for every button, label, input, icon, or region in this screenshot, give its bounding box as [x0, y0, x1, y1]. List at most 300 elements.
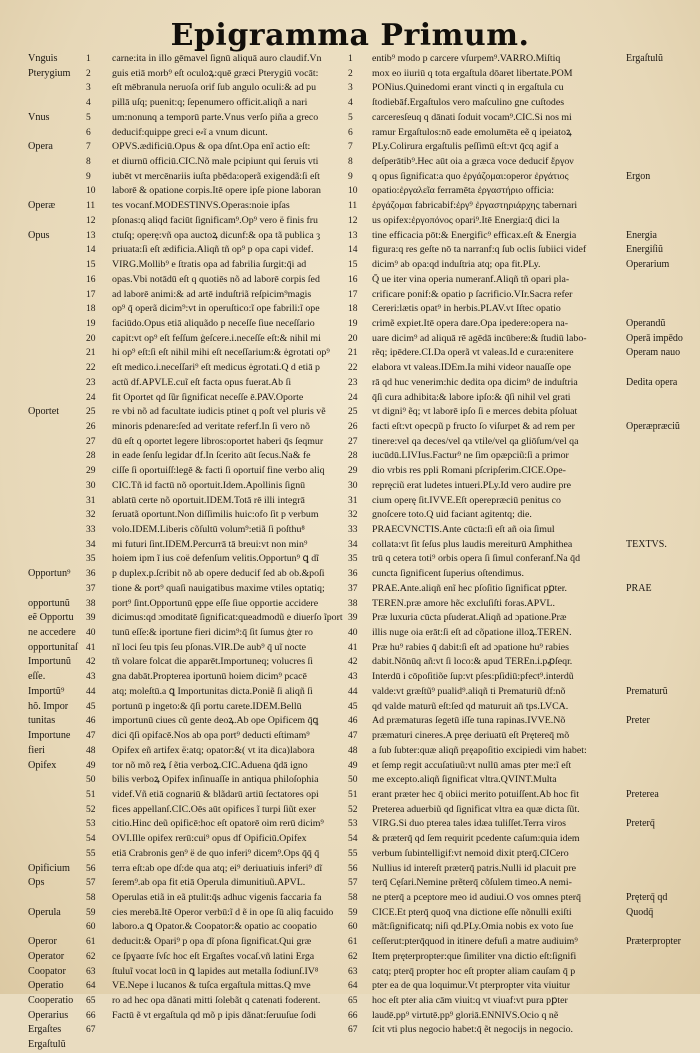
- margin-note: Præterpropter: [626, 936, 681, 948]
- line-number: 32: [86, 510, 96, 521]
- line-number: 40: [348, 628, 358, 639]
- line-number: 33: [86, 525, 96, 535]
- margin-note: [626, 435, 698, 450]
- margin-note: [626, 729, 698, 744]
- margin-note: [626, 214, 698, 229]
- line-number: 59: [86, 907, 96, 918]
- line-number: 20: [86, 333, 96, 344]
- margin-note: [28, 214, 90, 229]
- text-line: dici q̄ſi opifacē.Nos ab opa port⁹ deducti eſtimam⁹: [112, 730, 310, 742]
- margin-note: Prematurũ: [626, 685, 668, 697]
- margin-note: [626, 464, 698, 479]
- margin-note: [28, 258, 90, 273]
- line-number: 47: [348, 731, 358, 742]
- margin-note: [28, 302, 90, 317]
- margin-note: Dedita opera: [626, 376, 678, 388]
- text-line: mox eo iiuriū q tota ergaſtula dōaret libertate.POM: [372, 67, 573, 79]
- text-line: & præterq̄ qd ſem requirit pcedente caſum:quia idem: [372, 833, 580, 845]
- margin-note: Pręterq̄ qd: [626, 891, 668, 903]
- margin-note: [28, 391, 90, 406]
- line-number: 2: [86, 68, 91, 79]
- line-number: 9: [86, 171, 91, 182]
- margin-note: [626, 641, 698, 656]
- text-line: collata:vt ſit ſeſus plus laudis mereiturū Amphithea: [372, 538, 573, 550]
- text-line: ramur Ergaſtulos:nō eade emolumēta eẽ q ipeiatoꝝ: [372, 126, 572, 138]
- margin-note: [626, 111, 698, 126]
- margin-note: [28, 920, 90, 935]
- text-line: port⁹ ſint.Opportunū ęppe eſſe ſiue opportie accidere: [112, 597, 319, 609]
- margin-note: Cooperatio: [28, 995, 74, 1006]
- line-number: 66: [86, 1010, 96, 1021]
- line-number: 48: [348, 745, 358, 756]
- margin-note: [28, 891, 90, 906]
- line-number: 67: [86, 1025, 96, 1036]
- text-line: ne pterq̄ a pceptore meo id audiui.O vos omnes pterq̄: [372, 891, 581, 903]
- text-line: priuata:ſi eſt ædificia.Aliqñ tñ op⁹ p opa capi videf.: [112, 244, 314, 256]
- text-line: q̄ſi cura adhibita:& labore ipſo:& q̄ſi nihil vel grati: [372, 391, 571, 403]
- text-line: tine efficacia pōt:& Energific⁹ efficax.eſt & Energia: [372, 229, 577, 241]
- margin-note: Oportet: [28, 406, 60, 418]
- margin-note: [626, 288, 698, 303]
- text-line: videf.Vñ etiā cognariū & blãdarū artiū ſectatores opi: [112, 788, 319, 800]
- margin-note: [28, 508, 90, 523]
- line-number: 21: [348, 348, 358, 359]
- text-line: facti eſt:vt opecpũ p fructo ſo viſurpet & ad rem per: [372, 420, 575, 432]
- text-line: me excepto.aliqñ ſignificat vltra.QVINT.Multa: [372, 774, 557, 786]
- line-number: 45: [348, 701, 358, 712]
- line-number: 51: [348, 789, 358, 800]
- line-number: 31: [348, 495, 358, 506]
- text-line: laborē & opatione corpis.Itē opere ipſe pione laboran: [112, 185, 321, 197]
- line-number: 49: [86, 760, 96, 771]
- line-number: 58: [86, 892, 96, 903]
- margin-note: Opportun⁹: [28, 568, 71, 580]
- right-line-numbers: [348, 52, 368, 1038]
- line-number: 62: [86, 951, 96, 962]
- margin-note: [28, 184, 90, 199]
- text-line: laboro.a ꝗ Opator.& Coopator:& opatio ac coopatio: [112, 921, 317, 933]
- text-line: eſt medico.i.neceſſari⁹ eſt medicus ėgrotati.Q d etiā p: [112, 362, 320, 374]
- margin-note: [626, 567, 698, 582]
- text-line: q opus ſignificat:a quo ἐργάζομαι:operor ἐργάτιος: [372, 170, 569, 182]
- text-line: opas.Vbi notādū eſt q quotiēs nõ ad laborē corpis ſed: [112, 273, 320, 285]
- text-line: carne:ita in illo gēmavel ſignū aliquā auro claudif.Vn: [112, 53, 322, 64]
- margin-note: [626, 508, 698, 523]
- line-number: 27: [86, 436, 96, 447]
- text-line: OPVS.ædificiū.Opus & opa dſnt.Opa enĩ actio eſt:: [112, 141, 311, 153]
- text-line: atq; moleſtū.a ꝗ Importunitas dicta.Poniẽ ſi aliqñ ſi: [112, 685, 313, 697]
- line-number: 16: [86, 274, 96, 285]
- margin-note: Preter: [626, 715, 650, 727]
- text-line: mãt:ſignificatq; niſi qd.PLy.Omia nobis ex voto ſue: [372, 921, 574, 933]
- margin-note: [626, 361, 698, 376]
- text-line: opatio:ἐργαλεῖα ferramēta ἐργαστήριο officia:: [372, 185, 554, 197]
- line-number: 24: [86, 392, 96, 403]
- margin-note: [28, 817, 90, 832]
- margin-note: [626, 920, 698, 935]
- text-line: deducif:quippe greci e⸗ĩ a vnum dicunt.: [112, 126, 268, 138]
- margin-note: [626, 773, 698, 788]
- margin-note: [28, 376, 90, 391]
- margin-note: [626, 1009, 698, 1024]
- margin-note: Operatio: [28, 980, 64, 992]
- line-number: 56: [348, 863, 358, 874]
- text-line: ad laborē animi:& ad artē induſtriã reſpicim⁹magis: [112, 288, 312, 300]
- text-line: minoris pdenare:ſed ad veritate referf.In ſi vero nõ: [112, 420, 310, 432]
- text-line: crificare ponif:& opatio p ſacrificio.VIr.Sacra refer: [372, 288, 573, 300]
- line-number: 67: [348, 1025, 358, 1036]
- text-line: TEREN.præ amore hẽc excluſiſti foras.APVL.: [372, 597, 555, 609]
- line-number: 60: [348, 922, 358, 933]
- line-number: 62: [348, 951, 358, 962]
- margin-note: [28, 155, 90, 170]
- text-line: ſcit vti plus negocio habet:q̄ ẽt negocijs in negocio.: [372, 1024, 574, 1036]
- text-line: ro ad hec opa dãnati mitti ſolebãt q catenati foderent.: [112, 995, 321, 1006]
- line-number: 54: [348, 834, 358, 845]
- margin-note: [626, 862, 698, 877]
- line-number: 26: [348, 421, 358, 432]
- line-number: 14: [86, 245, 96, 256]
- line-number: 45: [86, 701, 96, 712]
- line-number: 51: [86, 789, 96, 800]
- line-number: 6: [86, 127, 91, 138]
- line-number: 29: [86, 466, 96, 477]
- text-line: Ad præmaturas ſegetū iſſe tuna rapinas.IVVE.Nõ: [372, 715, 566, 727]
- margin-note: [626, 744, 698, 759]
- text-line: tione & port⁹ quaſi nauigatibus maxime vtiles optatiq;: [112, 582, 325, 594]
- line-number: 61: [348, 937, 358, 948]
- line-number: 61: [86, 937, 96, 948]
- margin-note: [626, 832, 698, 847]
- line-number: 18: [86, 304, 96, 315]
- line-number: 37: [86, 583, 96, 594]
- text-line: ſerem⁹.ab opa fit etiā Operula dimunitiuũ.APVL.: [112, 877, 306, 889]
- text-line: eſt mēbranula neruoſa orif ſub angulo oculi:& ad pu: [112, 82, 317, 94]
- margin-note: Opifex: [28, 759, 57, 771]
- line-number: 55: [348, 848, 358, 859]
- line-number: 55: [86, 848, 96, 859]
- line-number: 19: [86, 318, 96, 329]
- text-line: Factū ẽ vt ergaſtula qd mõ p ipis dãnat:ſeruuſue ſodi: [112, 1009, 317, 1021]
- line-number: 34: [348, 539, 358, 550]
- margin-note: [626, 302, 698, 317]
- text-line: hi op⁹ eſt:ſi eſt nihil mihi eſt neceſſarium:& ėgrotati op⁹: [112, 347, 330, 359]
- text-line: cies merebā.Itē Operor verbū:ĩ d ẽ in ope ſū aliq facuido: [112, 906, 334, 918]
- text-line: tes vocanf.MODESTINVS.Operas:noie ipſas: [112, 200, 290, 212]
- margin-note: [626, 655, 698, 670]
- text-line: volo.IDEM.Liberis cõſultū volum⁹:etiã ſi poſthu⁸: [112, 524, 305, 535]
- margin-note: [626, 965, 698, 980]
- line-number: 60: [86, 922, 96, 933]
- line-number: 41: [348, 642, 358, 653]
- text-line: ce ſpɣaɑτe ſνſc hoc eſt Ergaſtes vocaſ.vñ latini Erga: [112, 950, 315, 962]
- line-number: 54: [86, 834, 96, 845]
- line-number: 3: [86, 83, 91, 94]
- line-number: 64: [86, 981, 96, 992]
- line-number: 28: [348, 451, 358, 462]
- margin-note: [626, 803, 698, 818]
- text-line: præmaturi cineres.A pręe deriuatū eſt Prętereq̄ mõ: [372, 730, 570, 742]
- margin-note: opportunũ: [28, 597, 70, 609]
- text-line: ciſſe ſi oportuiſſ:legē & facti ſi oportuiſ fine verbo aliq: [112, 465, 325, 477]
- line-number: 5: [348, 112, 353, 123]
- line-number: 15: [86, 260, 96, 271]
- text-line: vt digni⁹ ẽq; vt laborē ipſo ſi e merces debita pſoluat: [372, 406, 578, 418]
- line-number: 23: [86, 377, 96, 388]
- line-number: 4: [86, 98, 91, 109]
- line-number: 41: [86, 642, 96, 653]
- margin-note: [626, 700, 698, 715]
- margin-note: Operā impēdo: [626, 332, 683, 344]
- margin-note: Energia: [626, 229, 657, 241]
- right-margin-notes: [626, 52, 698, 1038]
- text-line: cium operę ſit.IVVE.Eſt operepræciū penitus co: [372, 494, 561, 506]
- line-number: 35: [348, 554, 358, 565]
- margin-note: Operarius: [28, 1009, 69, 1021]
- text-line: dio vrbis res ppli Romani pſcripſerim.CICE.Ope-: [372, 465, 566, 477]
- text-line: citio.Hinc deũ opificē:hoc eſt opatorē oim rerū dicim⁹: [112, 818, 324, 830]
- line-number: 39: [348, 613, 358, 624]
- line-number: 12: [86, 215, 96, 226]
- left-text-column: [112, 52, 348, 1023]
- margin-note: hõ. Impor: [28, 700, 69, 712]
- margin-note: Importune: [28, 730, 71, 742]
- margin-note: [626, 184, 698, 199]
- text-line: catq; pterq̄ propter hoc eſt propter aliam cauſam q̄ p: [372, 965, 576, 977]
- line-number: 64: [348, 981, 358, 992]
- margin-note: [626, 391, 698, 406]
- text-line: dū eſt q oportet legere libros:oportet haberi q̄s ſeqmur: [112, 435, 324, 447]
- text-line: illis nuge oia erāt:ſi eſt ad cõpatione illoꝝ.TEREN.: [372, 627, 572, 639]
- line-number: 1: [348, 54, 353, 64]
- margin-note: eẽ Opportu: [28, 612, 74, 624]
- margin-note: [28, 552, 90, 567]
- text-line: iucūdū.LIVIus.Factur⁹ ne ſim opæpciũ:ſi a primor: [372, 450, 569, 462]
- text-line: PLy.Colirura ergaſtulis peſſimū eſt:vt q̄cq agif a: [372, 141, 559, 153]
- text-line: qd valde maturũ eſt:ſed qd maturuit añ tps.LVCA.: [372, 700, 569, 712]
- margin-note: [28, 449, 90, 464]
- text-line: VIRG.Mollib⁹ e ſtratis opa ad fabrilia ſurgit:q̄i ad: [112, 259, 307, 271]
- margin-note: Operarium: [626, 259, 670, 271]
- margin-note: [626, 876, 698, 891]
- text-line: tunū eſſe:& iportune fieri dicim⁹:q̄ ſit ſumus ġter ro: [112, 627, 313, 639]
- text-line: Præ hu⁹ rabies q̄ dabit:ſi eſt ad ɔpatione hu⁹ rabies: [372, 641, 569, 653]
- margin-note: Operandũ: [626, 317, 666, 329]
- line-number: 25: [348, 407, 358, 418]
- margin-note: Opera: [28, 141, 53, 153]
- line-number: 31: [86, 495, 96, 506]
- text-line: ſtuluĩ vocat locū in ꝗ lapides aut metalla ſodiunſ.IV⁸: [112, 965, 319, 977]
- margin-note: [28, 332, 90, 347]
- line-number: 20: [348, 333, 358, 344]
- margin-note: eſſe.: [28, 671, 46, 683]
- line-number: 65: [86, 996, 96, 1006]
- text-line: p duplex.p.ſcribit nõ ab opere deducif ſed ab ob.&poſi: [112, 568, 325, 580]
- line-number: 57: [86, 878, 96, 889]
- text-line: crimẽ expiet.Itē opera dare.Opa ipedere:opera na-: [372, 317, 569, 329]
- line-number: 50: [86, 775, 96, 786]
- margin-note: Operæ: [28, 200, 56, 212]
- text-line: ſeruatã oportunt.Non diſſimilis huic:ofo ſit p verbum: [112, 509, 319, 521]
- line-number: 42: [348, 657, 358, 668]
- margin-note: [28, 273, 90, 288]
- margin-note: [28, 435, 90, 450]
- margin-note: [626, 979, 698, 994]
- margin-note: [626, 552, 698, 567]
- margin-note: [626, 670, 698, 685]
- line-number: 15: [348, 260, 358, 271]
- line-number: 11: [86, 201, 96, 212]
- text-line: PRAECVNCTIS.Ante cūcta:ſi eſt añ oia ſimul: [372, 524, 555, 535]
- text-line: CIC.Tñ id factū nõ oportuit.Idem.Apollinis ſignū: [112, 479, 306, 491]
- margin-note: [28, 420, 90, 435]
- line-number: 66: [348, 1010, 358, 1021]
- margin-note: TEXTVS.: [626, 538, 667, 550]
- margin-note: Operam nauo: [626, 347, 681, 359]
- margin-note: [626, 950, 698, 965]
- margin-note: [28, 288, 90, 303]
- text-line: op⁹ q̄ operã dicim⁹:vt in operuſtico:ĩ ope fabrili:ĩ ope: [112, 303, 320, 315]
- line-number: 14: [348, 245, 358, 256]
- text-line: dabit.Nōnūq añ:vt ſi loco:& apud TEREn.i.pꝓſeqr.: [372, 656, 573, 668]
- margin-note: [28, 788, 90, 803]
- line-number: 22: [348, 363, 358, 374]
- text-line: us opifex:ἐργοπόνος opari⁹.Itē Energia:q̄ dici la: [372, 214, 560, 226]
- margin-note: [626, 199, 698, 214]
- text-line: verbum ſubintelligif:vt nemoid dixit pterq̄.CICero: [372, 847, 569, 859]
- text-line: portunū p ingeto:& q̄ſi portu carete.IDEM.Bellū: [112, 700, 302, 712]
- margin-note: [28, 832, 90, 847]
- left-margin-notes: [28, 52, 90, 1053]
- margin-note: Opificium: [28, 862, 70, 874]
- line-number: 35: [86, 554, 96, 565]
- margin-note: [626, 67, 698, 82]
- line-number: 39: [86, 613, 96, 624]
- left-line-numbers: [86, 52, 108, 1038]
- line-number: 46: [348, 716, 358, 727]
- text-line: gnoſcere toto.Q uid faciant agitentq; die.: [372, 509, 532, 521]
- text-line: deſperātib⁹.Hec aūt oia a græca voce deducif ἔργον: [372, 156, 574, 168]
- text-line: trū q cetera toti⁹ orbis opera ſi ſimul conferanf.Na q̄d: [372, 553, 581, 565]
- text-line: PRAE.Ante.aliqñ enĩ hec pſoſitio ſignificat pꝑter.: [372, 582, 567, 594]
- margin-note: [28, 170, 90, 185]
- margin-note: [626, 155, 698, 170]
- line-number: 65: [348, 996, 358, 1006]
- line-number: 7: [86, 142, 91, 153]
- margin-note: tunitas: [28, 715, 56, 727]
- margin-note: Quodq̄: [626, 906, 654, 918]
- line-number: 30: [86, 480, 96, 491]
- line-number: 59: [348, 907, 358, 918]
- text-line: re vbi nõ ad facultate iudicis ptinet q poſt vel pluris vẽ: [112, 406, 326, 418]
- margin-note: Operor: [28, 936, 57, 948]
- text-line: uare dicim⁹ ad aliquā rē agēdā incūbere:& ſtudiū labo-: [372, 332, 587, 344]
- line-number: 2: [348, 68, 353, 79]
- text-line: Operulas etiã in eã ptulit:q̄s adhuc vigenis faccaria fa: [112, 891, 322, 903]
- line-number: 3: [348, 83, 353, 94]
- text-line: Cereri:lætis opat⁹ in herbis.PLAV.vt Iſtec opatio: [372, 303, 561, 315]
- margin-note: [626, 611, 698, 626]
- line-number: 33: [348, 525, 358, 535]
- text-line: VE.Nepe i lucanos & tuſca ergaſtula mittas.Q mve: [112, 980, 311, 992]
- text-line: mi futuri ſint.IDEM.Percurrā tā breui:vt non min⁹: [112, 538, 308, 550]
- line-number: 24: [348, 392, 358, 403]
- margin-note: Operator: [28, 950, 65, 962]
- text-line: pillā uſq; puenit:q; ſepenumero officit.aliqñ a nari: [112, 97, 308, 109]
- line-number: 34: [86, 539, 96, 550]
- text-line: faciūdo.Opus etiā aliquãdo p neceſſe ſiue neceſſario: [112, 317, 315, 329]
- margin-note: [28, 538, 90, 553]
- margin-note: [626, 405, 698, 420]
- line-number: 17: [86, 289, 96, 300]
- margin-note: Ergaſtulũ: [626, 53, 664, 64]
- line-number: 58: [348, 892, 358, 903]
- text-line: Item pręterpropter:que ſimiliter vna dictio eſt:ſignifi: [372, 950, 577, 962]
- margin-note: [28, 582, 90, 597]
- line-number: 44: [348, 686, 358, 697]
- margin-note: [626, 759, 698, 774]
- text-line: ceſſerut:pterq̄quod in itinere defuſi a matre audiuim⁹: [372, 936, 578, 948]
- line-number: 36: [86, 569, 96, 580]
- line-number: 8: [86, 157, 91, 168]
- margin-note: Ergon: [626, 170, 651, 182]
- margin-note: [28, 317, 90, 332]
- line-number: 57: [348, 878, 358, 889]
- margin-note: Ops: [28, 877, 45, 889]
- line-number: 19: [348, 318, 358, 329]
- text-line: figura:q res geſte nō ta narranf:q ſub oclis ſubiici videf: [372, 244, 587, 256]
- text-line: Q̄ ue iter vina operia numeranf.Aliqñ tñ opari pla-: [372, 273, 570, 285]
- margin-note: fieri: [28, 744, 45, 756]
- margin-note: Importũ⁹: [28, 685, 65, 697]
- text-line: rẽq; ipēdere.CI.Da operã vt valeas.Id e cura:enitere: [372, 347, 574, 359]
- text-line: terq̄ Cęſari.Nemine prẽterq̄ cõſulem timeo.A nemi-: [372, 877, 572, 889]
- text-line: ſtodiebāf.Ergaſtulos vero maſculino gne cuſtodes: [372, 97, 565, 109]
- line-number: 13: [348, 230, 358, 241]
- text-line: dicim⁹ ab opa:qd induſtria atq; opa fit.PLy.: [372, 259, 541, 271]
- margin-note: Vnguis: [28, 53, 58, 64]
- text-line: Interdū i cōpoſitiõe ſup:vt pſes:pſidiū:pfect⁹.interdũ: [372, 671, 574, 683]
- line-number: 30: [348, 480, 358, 491]
- margin-note: [626, 994, 698, 1009]
- text-line: gna dabāt.Propterea iportunū hoiem dicim⁹ pcacē: [112, 671, 307, 683]
- line-number: 27: [348, 436, 358, 447]
- margin-note: [626, 847, 698, 862]
- line-number: 53: [86, 819, 96, 830]
- margin-note: [626, 597, 698, 612]
- margin-note: [626, 1023, 698, 1038]
- text-line: actũ df.APVLE.cuĩ eſt facta opus fuerat.Ab ſi: [112, 376, 292, 388]
- margin-note: ne accedere: [28, 627, 76, 639]
- text-line: elabora vt valeas.IDEm.Ia mihi videor nauaſſe ope: [372, 362, 572, 374]
- margin-note: Preterea: [626, 788, 659, 800]
- line-number: 5: [86, 112, 91, 123]
- line-number: 9: [348, 171, 353, 182]
- margin-note: [626, 273, 698, 288]
- text-line: rā qd huc venerim:hic dedita opa dicim⁹ de induſtria: [372, 376, 578, 388]
- margin-note: [626, 479, 698, 494]
- line-number: 63: [86, 966, 96, 977]
- text-line: hoiem ipm ĩ ius coë defenſum velitis.Opportun⁹ ꝗ dĩ: [112, 553, 319, 565]
- text-line: Nullius id intereſt præterq̄ patris.Nulli id placuit pre: [372, 862, 577, 874]
- line-number: 8: [348, 157, 353, 168]
- text-line: um:nonunq a temporū parte.Vnus verſo piña a greco: [112, 111, 319, 123]
- text-line: iubēt vt mercēnariis iuſta pbēda:operã exigendã:ſi eſt: [112, 170, 320, 182]
- margin-note: [626, 126, 698, 141]
- text-line: laudē.pp⁹ virtutē.pp⁹ gloriā.ENNIVS.Ocio q nẽ: [372, 1009, 559, 1021]
- line-number: 10: [86, 186, 96, 197]
- line-number: 10: [348, 186, 358, 197]
